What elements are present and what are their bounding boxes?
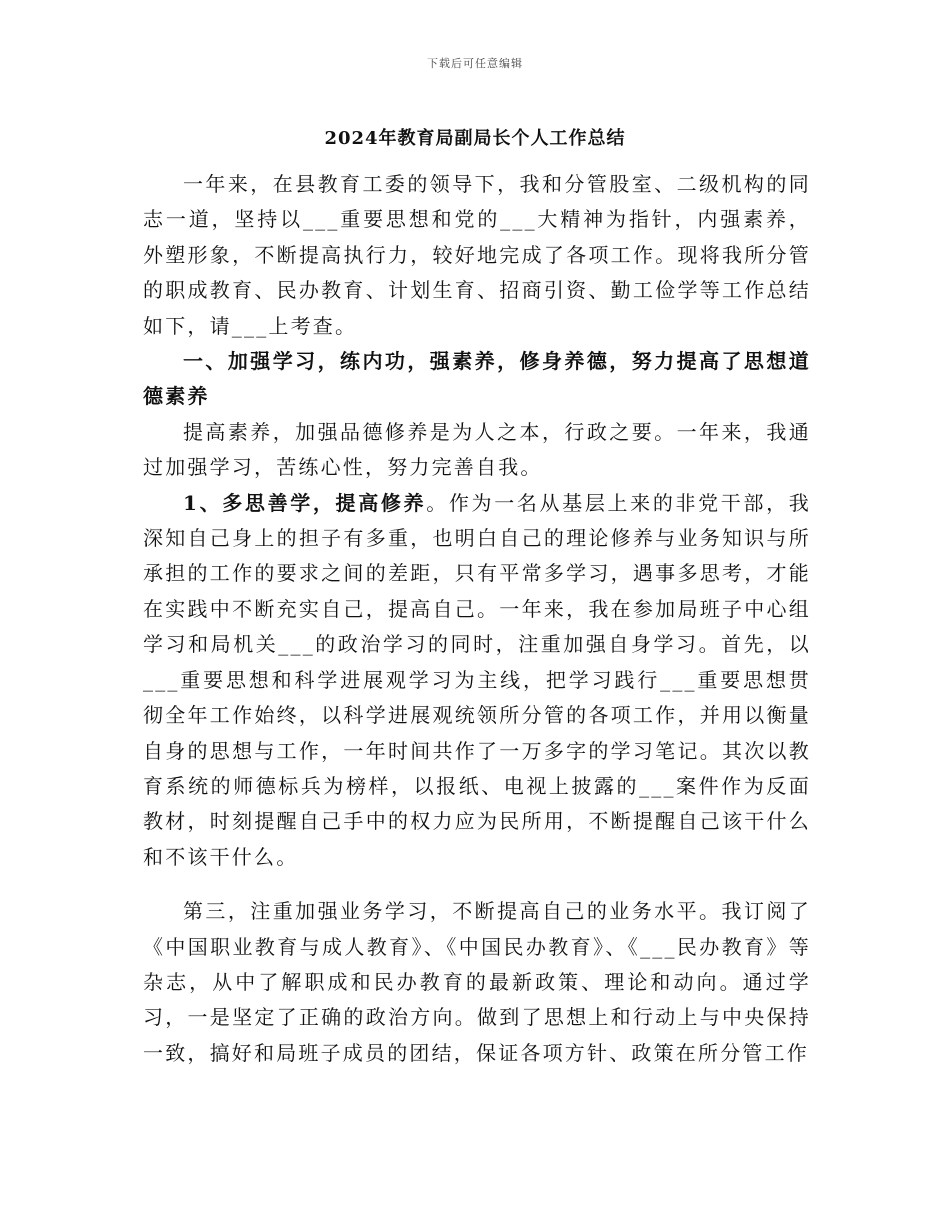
subsection-1-paragraph: [143, 486, 811, 875]
document-title: 2024年教育局副局长个人工作总结: [324, 128, 626, 149]
third-point-paragraph: 第三，注重加强业务学习，不断提高自己的业务水平。我订阅了《中国职业教育与成人教育》、《中国民办教育》、《___民办教育》等杂志，从中了解职成和民办教育的最新政策、理论和动向。通过学习，一是坚定了正确的政治方向。做到了思想上和行动上与中央保持一致，搞好和局班子成员的团结，保证各项方针、政策在所分管工作: [143, 899, 811, 1065]
subsection-1-lead: 1、多思善学，提高修养: [183, 490, 427, 515]
section-heading-1: 一、加强学习，练内功，强素养，修身养德，努力提高了思想道德素养: [143, 349, 811, 409]
paragraph-gap: [143, 875, 811, 894]
subsection-1-text: 。作为一名从基层上来的非党干部，我深知自己身上的担子有多重，也明白自己的理论修养与业务知识与所承担的工作的要求之间的差距，只有平常多学习，遇事多思考，才能在实践中不断充实自己，提高自己。一年来，我在参加局班子中心组学习和局机关___的政治学习的同时，注重加强自身学习。首先，以___重要思想和科学进展观学习为主线，把学习践行___重要思想贯彻全年工作始终，以科学进展观统领所分管的各项工作，并用以衡量自身的思想与工作，一年时间共作了一万多字的学习笔记。其次以教育系统的师德标兵为榜样，以报纸、电视上披露的___案件作为反面教材，时刻提醒自己手中的权力应为民所用，不断提醒自己该干什么和不该干什么。: [143, 490, 811, 869]
header-note: 下载后可任意编辑: [427, 57, 523, 70]
document-body: [143, 167, 811, 1071]
section-1-paragraph: 提高素养，加强品德修养是为人之本，行政之要。一年来，我通过加强学习，苦练心性，努力完善自我。: [143, 419, 811, 480]
intro-paragraph: 一年来，在县教育工委的领导下，我和分管股室、二级机构的同志一道，坚持以___重要思想和党的___大精神为指针，内强素养，外塑形象，不断提高执行力，较好地完成了各项工作。现将我所分管的职成教育、民办教育、计划生育、招商引资、勤工俭学等工作总结如下，请___上考查。: [143, 172, 811, 338]
